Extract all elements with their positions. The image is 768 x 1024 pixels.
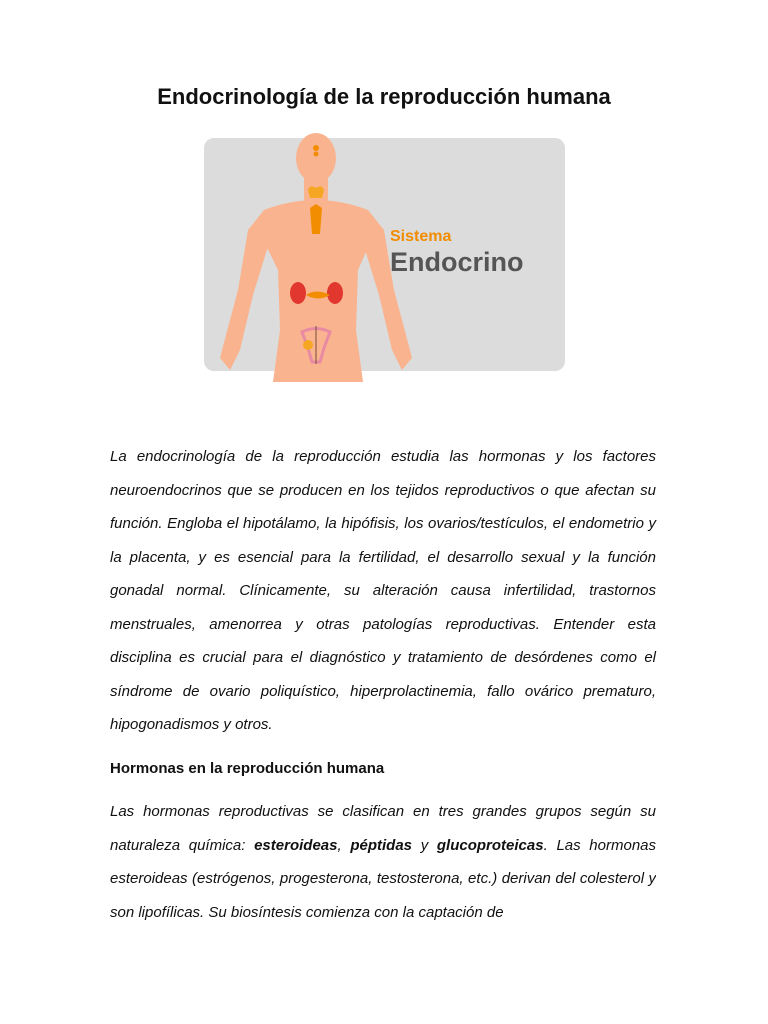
section-heading: Hormonas en la reproducción humana	[110, 760, 385, 777]
thymus-icon	[310, 204, 322, 234]
thyroid-icon	[308, 186, 324, 198]
section-paragraph: Las hormonas reproductivas se clasifican en tres grandes grupos según su naturaleza química: esteroideas, péptidas y glucoproteicas. Las hormonas esteroideas (estrógenos, progesterona, testosterona, etc.) derivan del colesterol y son lipofílicas. Su biosíntesis comienza con la captación de	[110, 803, 656, 921]
hypothalamus-icon	[314, 152, 319, 157]
term-glucoproteicas: glucoproteicas	[436, 836, 544, 854]
page-title: Endocrinología de la reproducción humana	[157, 84, 611, 109]
label-sistema: Sistema	[390, 228, 452, 245]
endocrine-system-illustration	[198, 130, 570, 386]
term-peptidas: péptidas	[350, 836, 413, 854]
term-esteroideas: esteroideas	[254, 836, 338, 854]
left-kidney-icon	[290, 282, 306, 304]
label-endocrino: Endocrino	[390, 247, 524, 277]
ovary-icon	[303, 340, 313, 350]
intro-paragraph: La endocrinología de la reproducción estudia las hormonas y los factores neuroendocrinos que se producen en los tejidos reproductivos o que afectan su función. Engloba el hipotálamo, la hipófisis, los ovarios/testículos, el endometrio y la placenta, y es esencial para la fertilidad, el desarrollo sexual y la función gonadal normal. Clínicamente, su alteración causa infertilidad, trastornos menstruales, amenorrea y otras patologías reproductivas. Entender esta disciplina es crucial para el diagnóstico y tratamiento de desórdenes como el síndrome de ovario poliquístico, hiperprolactinemia, fallo ovárico prematuro, hipogonadismos y otros.	[110, 448, 656, 733]
right-kidney-icon	[327, 282, 343, 304]
pituitary-gland-icon	[313, 145, 319, 151]
